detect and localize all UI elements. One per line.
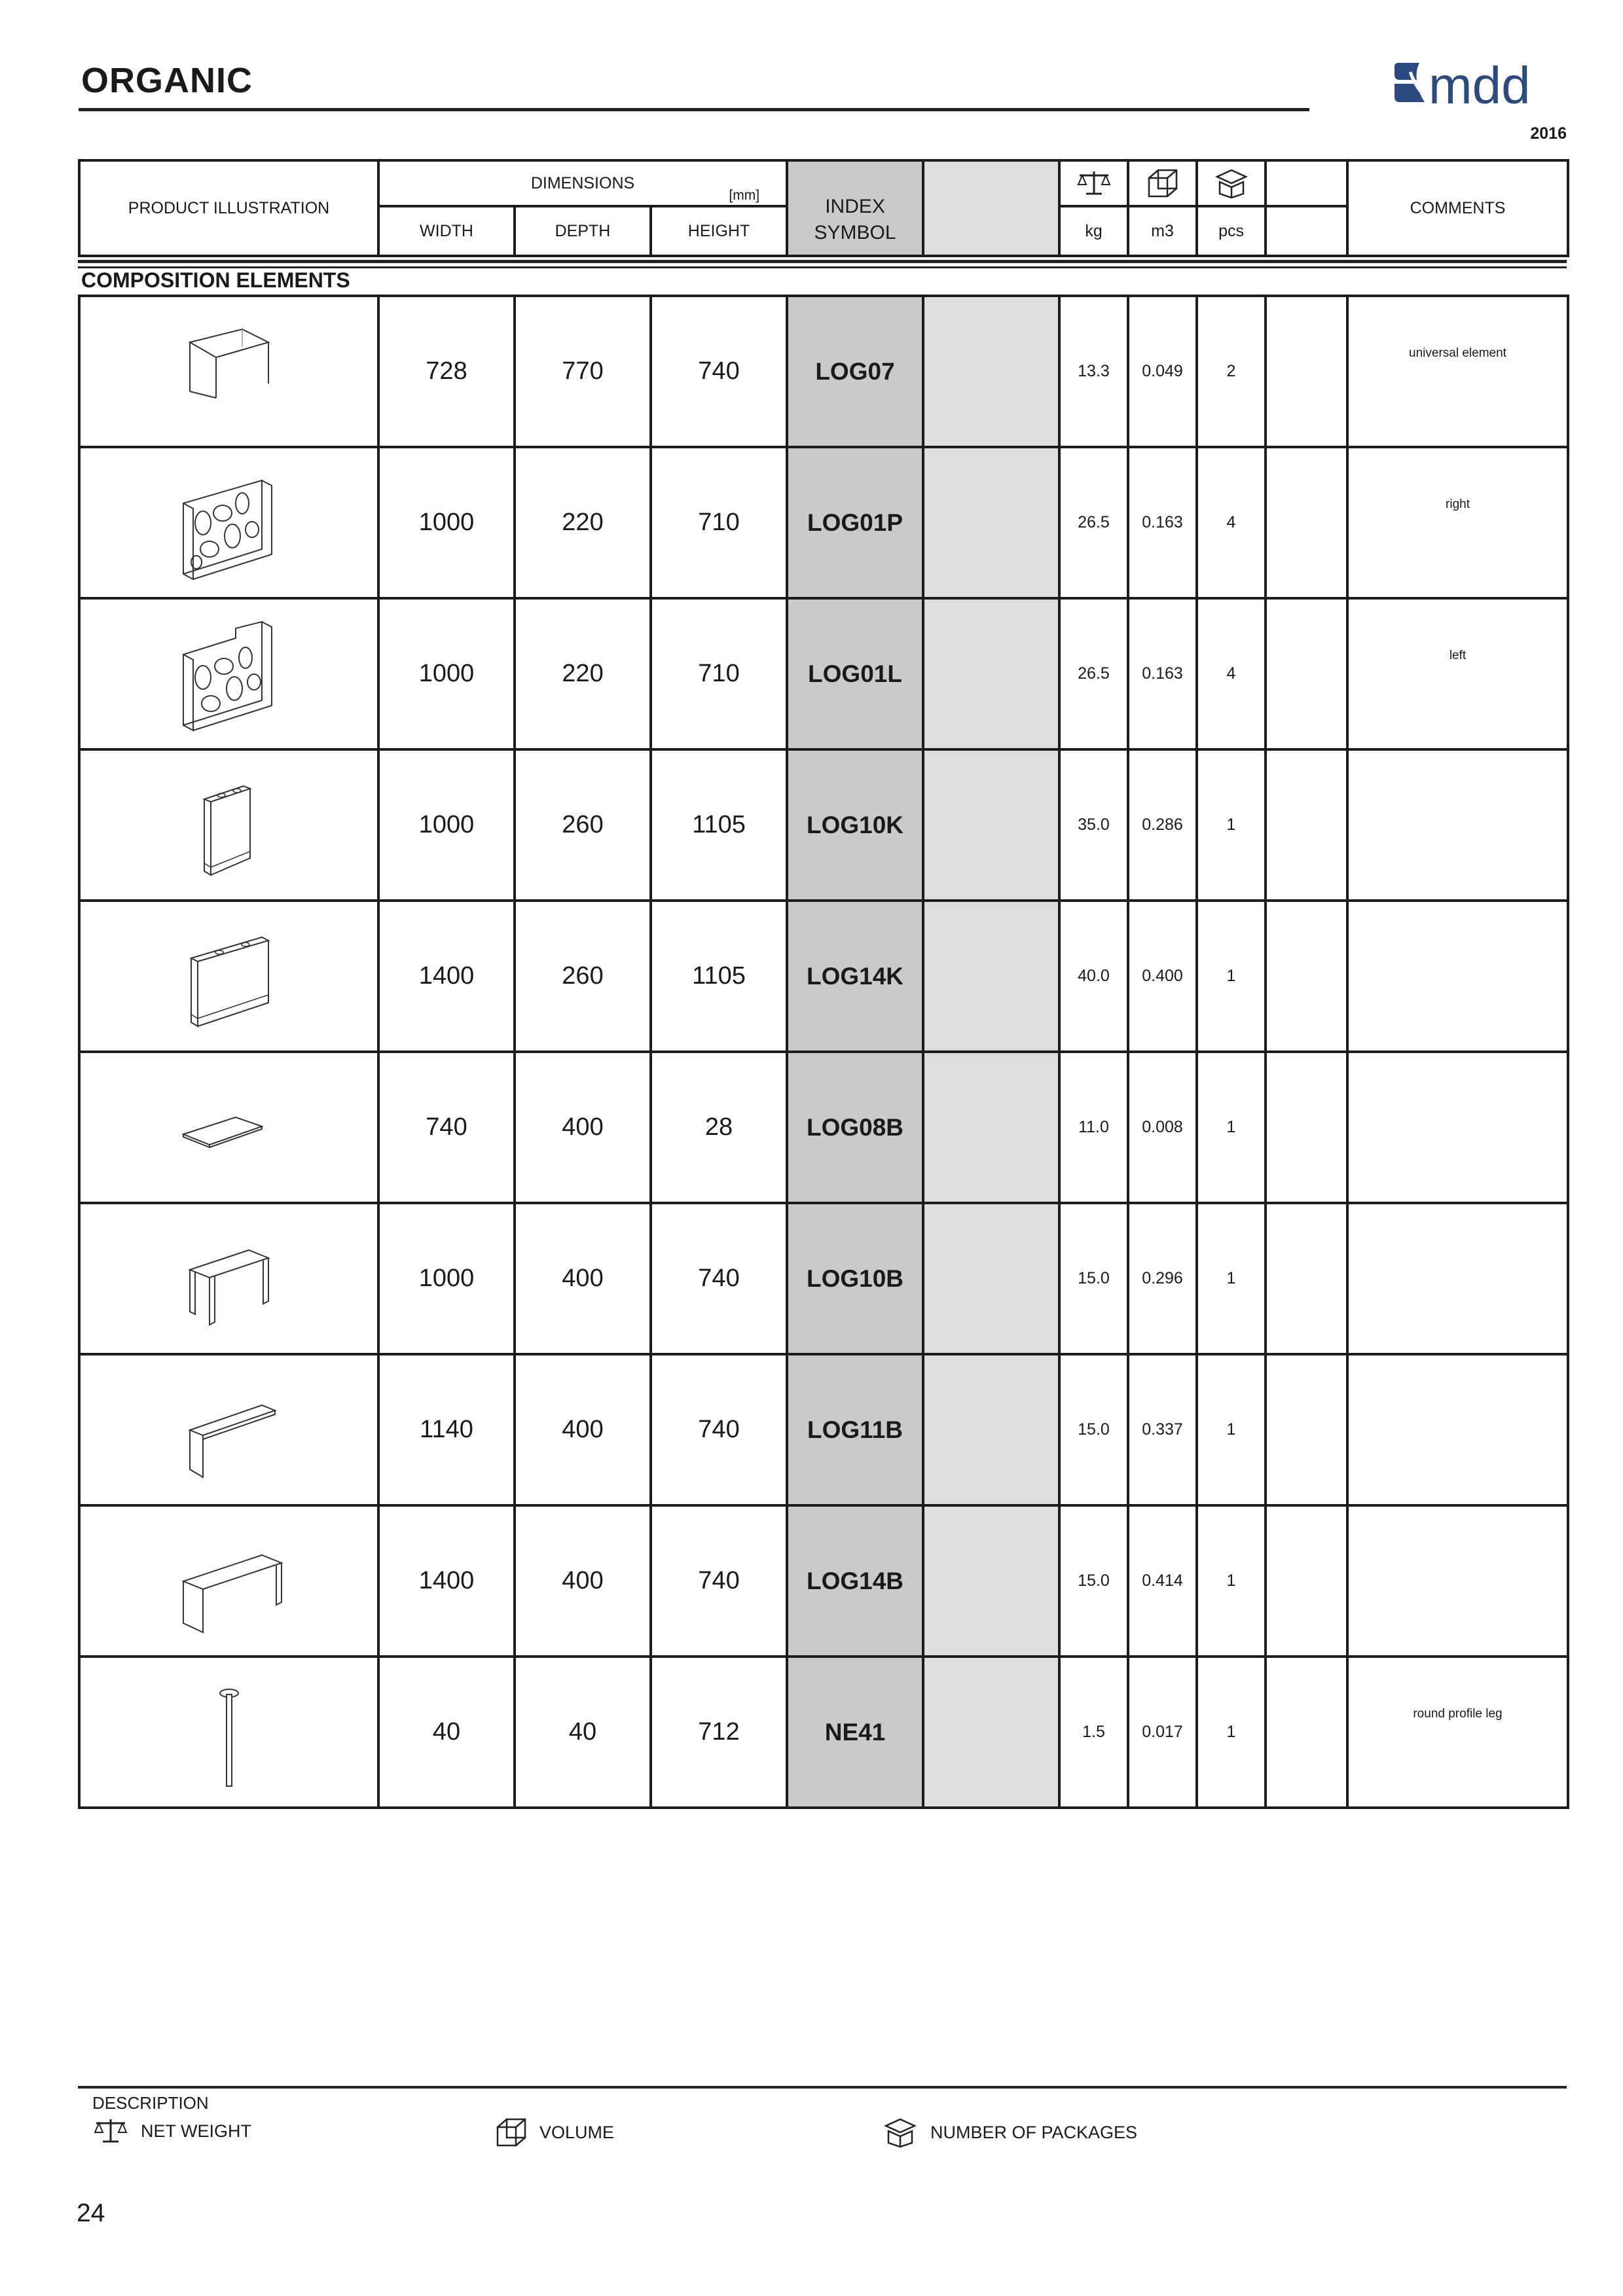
empty-cell xyxy=(1266,1203,1347,1354)
page-title: ORGANIC xyxy=(81,61,253,100)
header-product-illustration: PRODUCT ILLUSTRATION xyxy=(79,160,378,256)
blank-cell xyxy=(923,1657,1059,1808)
depth-value: 400 xyxy=(515,1354,651,1505)
desk-1140-icon xyxy=(164,1365,295,1496)
blank-cell xyxy=(923,296,1059,447)
packages-value: 1 xyxy=(1197,749,1266,901)
empty-cell xyxy=(1266,1052,1347,1203)
header-weight xyxy=(1059,160,1128,206)
height-value: 740 xyxy=(651,1505,787,1657)
weight-value: 15.0 xyxy=(1059,1203,1128,1354)
comment-cell xyxy=(1347,1052,1568,1203)
product-illustration xyxy=(79,296,378,447)
volume-value: 0.296 xyxy=(1128,1203,1197,1354)
empty-cell xyxy=(1266,1354,1347,1505)
index-symbol: LOG10K xyxy=(787,749,923,901)
blank-cell xyxy=(923,1505,1059,1657)
comment-text: right xyxy=(1446,497,1470,511)
product-illustration xyxy=(79,749,378,901)
counter-1000-icon xyxy=(164,760,295,891)
footer-description: DESCRIPTION xyxy=(92,2093,209,2113)
blank-cell xyxy=(923,1354,1059,1505)
header-kg: kg xyxy=(1059,206,1128,256)
header-packages xyxy=(1197,160,1266,206)
comment-cell xyxy=(1347,1354,1568,1505)
header-comments: COMMENTS xyxy=(1347,160,1568,256)
depth-value: 220 xyxy=(515,447,651,598)
catalog-year: 2016 xyxy=(1530,124,1567,143)
volume-value: 0.163 xyxy=(1128,598,1197,749)
product-row xyxy=(79,598,1568,749)
height-value: 1105 xyxy=(651,749,787,901)
depth-value: 400 xyxy=(515,1505,651,1657)
empty-cell xyxy=(1266,1505,1347,1657)
width-value: 1000 xyxy=(378,447,515,598)
depth-value: 770 xyxy=(515,296,651,447)
legend-packages xyxy=(882,2117,1137,2148)
volume-value: 0.163 xyxy=(1128,447,1197,598)
depth-value: 400 xyxy=(515,1052,651,1203)
index-symbol: LOG10B xyxy=(787,1203,923,1354)
packages-value: 4 xyxy=(1197,447,1266,598)
empty-cell xyxy=(1266,598,1347,749)
packages-value: 1 xyxy=(1197,1657,1266,1808)
product-row xyxy=(79,296,1568,447)
package-icon xyxy=(1213,168,1250,199)
index-symbol: LOG11B xyxy=(787,1354,923,1505)
blank-cell xyxy=(923,901,1059,1052)
packages-value: 4 xyxy=(1197,598,1266,749)
empty-cell xyxy=(1266,447,1347,598)
comment-text: universal element xyxy=(1409,346,1506,360)
index-symbol: LOG14K xyxy=(787,901,923,1052)
shelf-board-icon xyxy=(164,1062,295,1193)
legend-volume xyxy=(495,2117,614,2148)
legend-volume-label: VOLUME xyxy=(539,2122,615,2142)
width-value: 40 xyxy=(378,1657,515,1808)
header-volume xyxy=(1128,160,1197,206)
comment-cell xyxy=(1347,296,1568,447)
product-illustration xyxy=(79,447,378,598)
product-row xyxy=(79,1052,1568,1203)
header-blank-column xyxy=(923,160,1059,256)
height-value: 710 xyxy=(651,598,787,749)
height-value: 28 xyxy=(651,1052,787,1203)
scale-icon xyxy=(92,2117,129,2145)
mdd-logo-icon xyxy=(1391,58,1567,117)
svg-text:mdd: mdd xyxy=(1429,58,1531,115)
comment-text: round profile leg xyxy=(1413,1707,1503,1721)
weight-value: 15.0 xyxy=(1059,1505,1128,1657)
blank-cell xyxy=(923,1203,1059,1354)
comment-cell xyxy=(1347,1203,1568,1354)
width-value: 1000 xyxy=(378,749,515,901)
weight-value: 15.0 xyxy=(1059,1354,1128,1505)
product-row xyxy=(79,1203,1568,1354)
index-symbol: NE41 xyxy=(787,1657,923,1808)
header-table xyxy=(78,159,1569,257)
footer-rule xyxy=(78,2086,1567,2089)
volume-value: 0.337 xyxy=(1128,1354,1197,1505)
packages-value: 1 xyxy=(1197,901,1266,1052)
blank-cell xyxy=(923,749,1059,901)
width-value: 1400 xyxy=(378,1505,515,1657)
height-value: 712 xyxy=(651,1657,787,1808)
product-illustration xyxy=(79,1505,378,1657)
package-icon xyxy=(882,2117,919,2148)
packages-value: 1 xyxy=(1197,1203,1266,1354)
empty-cell xyxy=(1266,296,1347,447)
product-table xyxy=(78,295,1569,1809)
empty-cell xyxy=(1266,1657,1347,1808)
weight-value: 13.3 xyxy=(1059,296,1128,447)
comment-cell xyxy=(1347,1657,1568,1808)
volume-value: 0.400 xyxy=(1128,901,1197,1052)
depth-value: 220 xyxy=(515,598,651,749)
height-value: 740 xyxy=(651,1354,787,1505)
product-illustration xyxy=(79,1657,378,1808)
width-value: 1000 xyxy=(378,1203,515,1354)
index-symbol: LOG01L xyxy=(787,598,923,749)
height-value: 740 xyxy=(651,1203,787,1354)
comment-cell xyxy=(1347,598,1568,749)
blank-cell xyxy=(923,598,1059,749)
blank-cell xyxy=(923,447,1059,598)
round-leg-icon xyxy=(164,1667,295,1798)
section-label: COMPOSITION ELEMENTS xyxy=(81,268,350,292)
depth-value: 400 xyxy=(515,1203,651,1354)
header-dimensions xyxy=(378,160,787,206)
product-illustration xyxy=(79,1354,378,1505)
header-width: WIDTH xyxy=(378,206,515,256)
product-row xyxy=(79,1354,1568,1505)
header-index-symbol xyxy=(787,160,923,256)
product-illustration xyxy=(79,901,378,1052)
depth-value: 40 xyxy=(515,1657,651,1808)
scale-icon xyxy=(1076,169,1112,198)
desk-1400-icon xyxy=(164,1516,295,1647)
comment-cell xyxy=(1347,749,1568,901)
header-pcs: pcs xyxy=(1197,206,1266,256)
header-m3: m3 xyxy=(1128,206,1197,256)
page-number: 24 xyxy=(77,2199,105,2227)
header-dimensions-label: DIMENSIONS xyxy=(530,173,635,192)
height-value: 710 xyxy=(651,447,787,598)
legend-packages-label: NUMBER OF PACKAGES xyxy=(930,2122,1138,2142)
header-empty-cell-2 xyxy=(1266,206,1347,256)
product-row xyxy=(79,1505,1568,1657)
weight-value: 11.0 xyxy=(1059,1052,1128,1203)
packages-value: 1 xyxy=(1197,1354,1266,1505)
counter-1400-icon xyxy=(164,911,295,1042)
comment-cell xyxy=(1347,447,1568,598)
index-symbol: LOG14B xyxy=(787,1505,923,1657)
width-value: 1140 xyxy=(378,1354,515,1505)
volume-value: 0.286 xyxy=(1128,749,1197,901)
product-illustration xyxy=(79,1203,378,1354)
weight-value: 35.0 xyxy=(1059,749,1128,901)
weight-value: 40.0 xyxy=(1059,901,1128,1052)
weight-value: 26.5 xyxy=(1059,447,1128,598)
header-symbol-label: SYMBOL xyxy=(814,222,896,243)
volume-value: 0.049 xyxy=(1128,296,1197,447)
depth-value: 260 xyxy=(515,901,651,1052)
cube-icon xyxy=(495,2117,528,2148)
cube-icon xyxy=(1146,168,1179,199)
product-row xyxy=(79,1657,1568,1808)
header-index-label: INDEX xyxy=(825,196,885,217)
header-unit: [mm] xyxy=(729,188,760,203)
brand-logo xyxy=(1391,58,1567,117)
volume-value: 0.017 xyxy=(1128,1657,1197,1808)
index-symbol: LOG08B xyxy=(787,1052,923,1203)
reception-panel-right-icon xyxy=(164,457,295,588)
empty-cell xyxy=(1266,901,1347,1052)
blank-cell xyxy=(923,1052,1059,1203)
volume-value: 0.414 xyxy=(1128,1505,1197,1657)
comment-cell xyxy=(1347,901,1568,1052)
volume-value: 0.008 xyxy=(1128,1052,1197,1203)
legend-net-weight-label: NET WEIGHT xyxy=(141,2121,252,2141)
height-value: 740 xyxy=(651,296,787,447)
product-illustration xyxy=(79,1052,378,1203)
packages-value: 2 xyxy=(1197,296,1266,447)
product-row xyxy=(79,749,1568,901)
section-rule xyxy=(78,260,1567,263)
depth-value: 260 xyxy=(515,749,651,901)
width-value: 728 xyxy=(378,296,515,447)
weight-value: 26.5 xyxy=(1059,598,1128,749)
product-row xyxy=(79,901,1568,1052)
empty-cell xyxy=(1266,749,1347,901)
packages-value: 1 xyxy=(1197,1505,1266,1657)
index-symbol: LOG07 xyxy=(787,296,923,447)
header-height: HEIGHT xyxy=(651,206,787,256)
header-depth: DEPTH xyxy=(515,206,651,256)
header-empty-cell xyxy=(1266,160,1347,206)
height-value: 1105 xyxy=(651,901,787,1052)
desk-element-icon xyxy=(164,306,295,437)
weight-value: 1.5 xyxy=(1059,1657,1128,1808)
packages-value: 1 xyxy=(1197,1052,1266,1203)
title-rule xyxy=(79,108,1309,111)
width-value: 1400 xyxy=(378,901,515,1052)
low-desk-1000-icon xyxy=(164,1213,295,1344)
width-value: 1000 xyxy=(378,598,515,749)
comment-text: left xyxy=(1449,649,1467,662)
index-symbol: LOG01P xyxy=(787,447,923,598)
product-illustration xyxy=(79,598,378,749)
legend-net-weight xyxy=(92,2117,251,2145)
width-value: 740 xyxy=(378,1052,515,1203)
product-row xyxy=(79,447,1568,598)
comment-cell xyxy=(1347,1505,1568,1657)
reception-panel-left-icon xyxy=(164,609,295,740)
